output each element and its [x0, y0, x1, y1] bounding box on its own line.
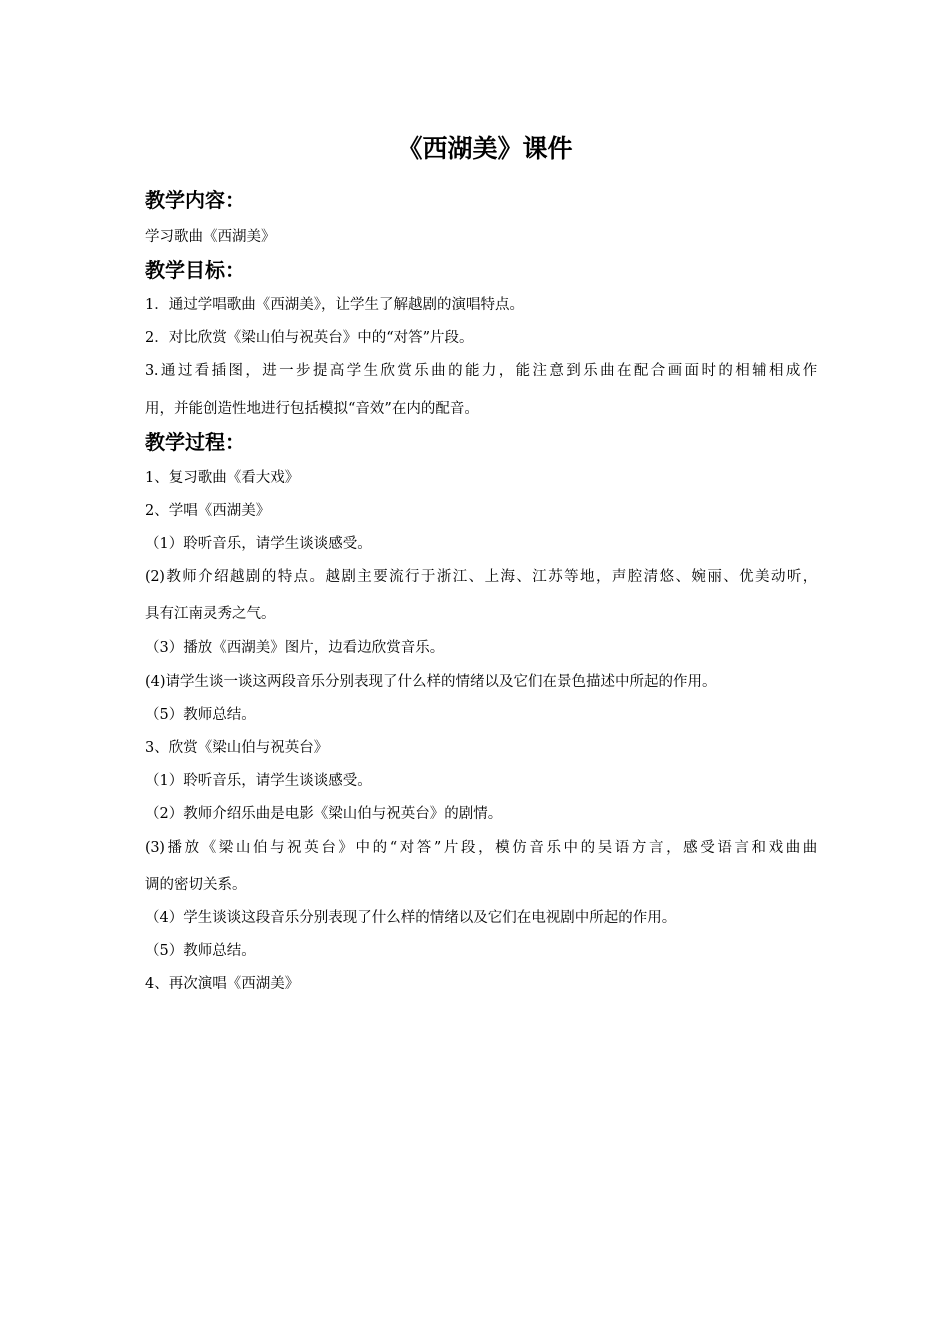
process-step: 3、欣赏《梁山伯与祝英台》	[145, 740, 329, 756]
process-substep: （2）教师介绍乐曲是电影《梁山伯与祝英台》的剧情。	[145, 806, 503, 822]
process-step: 1、复习歌曲《看大戏》	[145, 470, 300, 486]
process-substep-continued: 具有江南灵秀之气。	[145, 606, 276, 622]
process-substep: (2)教师介绍越剧的特点。越剧主要流行于浙江、上海、江苏等地，声腔清悠、婉丽、优美动听，	[145, 569, 817, 585]
document-title: 《西湖美》课件	[397, 134, 573, 163]
content-text: 学习歌曲《西湖美》	[145, 229, 276, 245]
process-substep: （5）教师总结。	[145, 707, 256, 723]
document-page	[145, 0, 825, 1344]
process-substep: （4）学生谈谈这段音乐分别表现了什么样的情绪以及它们在电视剧中所起的作用。	[145, 910, 677, 926]
process-substep: （1）聆听音乐，请学生谈谈感受。	[145, 536, 372, 552]
section-heading-content: 教学内容：	[145, 188, 245, 212]
process-substep: （1）聆听音乐，请学生谈谈感受。	[145, 773, 372, 789]
process-substep: (3)播放《梁山伯与祝英台》中的“对答”片段，模仿音乐中的吴语方言，感受语言和戏曲曲	[145, 840, 817, 856]
goal-item: 2．对比欣赏《梁山伯与祝英台》中的“对答”片段。	[145, 330, 474, 346]
process-step: 2、学唱《西湖美》	[145, 503, 271, 519]
process-substep: （5）教师总结。	[145, 943, 256, 959]
goal-item: 3.通过看插图，进一步提高学生欣赏乐曲的能力，能注意到乐曲在配合画面时的相辅相成作	[145, 363, 817, 379]
process-substep-continued: 调的密切关系。	[145, 877, 247, 893]
goal-item-continued: 用，并能创造性地进行包括模拟“音效”在内的配音。	[145, 401, 479, 417]
section-heading-process: 教学过程：	[145, 430, 245, 454]
goal-item: 1．通过学唱歌曲《西湖美》，让学生了解越剧的演唱特点。	[145, 297, 524, 313]
process-substep: (4)请学生谈一谈这两段音乐分别表现了什么样的情绪以及它们在景色描述中所起的作用。	[145, 674, 717, 690]
process-step: 4、再次演唱《西湖美》	[145, 976, 300, 992]
section-heading-goals: 教学目标：	[145, 258, 245, 282]
process-substep: （3）播放《西湖美》图片，边看边欣赏音乐。	[145, 640, 445, 656]
